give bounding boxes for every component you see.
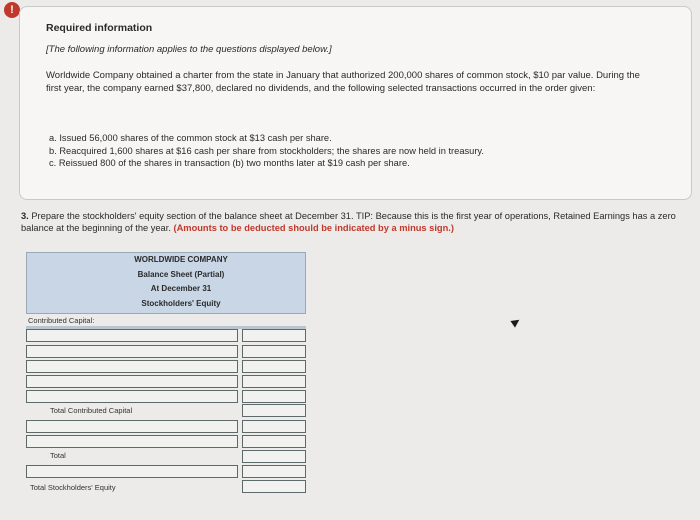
amount-input-1[interactable]: [242, 329, 306, 342]
total-contributed-label: Total Contributed Capital: [50, 406, 133, 415]
alert-icon: !: [4, 2, 20, 18]
account-input-8[interactable]: [26, 465, 238, 478]
required-info-panel: [19, 6, 692, 200]
amount-input-3[interactable]: [242, 360, 306, 373]
amount-input-4[interactable]: [242, 375, 306, 388]
account-input-7[interactable]: [26, 435, 238, 448]
balance-sheet-form: [26, 252, 306, 494]
transaction-c: c. Reissued 800 of the shares in transaction (b) two months later at $19 cash per share.: [49, 158, 410, 168]
total-label: Total: [50, 451, 66, 460]
account-input-6[interactable]: [26, 420, 238, 433]
question-body: Prepare the stockholders' equity section of the balance sheet at December 31. TIP: Because this is the first year of operations, Retained Earnings has a zero balance at the beginning of the year.: [21, 211, 676, 233]
mouse-cursor-icon: [510, 316, 521, 327]
amount-input-5[interactable]: [242, 390, 306, 403]
question-note: (Amounts to be deducted should be indicated by a minus sign.): [173, 223, 454, 233]
account-input-4[interactable]: [26, 375, 238, 388]
total-equity-label: Total Stockholders' Equity: [30, 483, 116, 492]
amount-input-6[interactable]: [242, 420, 306, 433]
statement-name: Balance Sheet (Partial): [137, 269, 225, 279]
account-input-2[interactable]: [26, 345, 238, 358]
amount-input-8[interactable]: [242, 465, 306, 478]
amount-input-2[interactable]: [242, 345, 306, 358]
account-input-1[interactable]: [26, 329, 238, 342]
balance-sheet-header: [26, 252, 306, 314]
info-paragraph: Worldwide Company obtained a charter from the state in January that authorized 200,000 shares of common stock, $10 par value. During the first year, the company earned $37,800, declared no dividends, and the following selected transactions occurred in the order given:: [46, 70, 640, 94]
info-subtitle: [The following information applies to the questions displayed below.]: [46, 44, 332, 55]
total-amount[interactable]: [242, 450, 306, 463]
transaction-b: b. Reacquired 1,600 shares at $16 cash per share from stockholders; the shares are now held in treasury.: [49, 145, 484, 156]
question-text: [21, 210, 681, 234]
transaction-list: [49, 132, 484, 170]
statement-date: At December 31: [150, 284, 212, 293]
transaction-a: a. Issued 56,000 shares of the common stock at $13 cash per share.: [49, 133, 332, 143]
total-contributed-amount[interactable]: [242, 404, 306, 417]
amount-input-7[interactable]: [242, 435, 306, 448]
account-input-5[interactable]: [26, 390, 238, 403]
question-number: 3.: [21, 211, 29, 221]
account-input-3[interactable]: [26, 360, 238, 373]
section-name: Stockholders' Equity: [141, 298, 221, 308]
info-title: Required information: [46, 22, 153, 34]
company-name: WORLDWIDE COMPANY: [134, 255, 228, 264]
contributed-capital-label: Contributed Capital:: [28, 316, 95, 325]
total-equity-amount[interactable]: [242, 480, 306, 493]
